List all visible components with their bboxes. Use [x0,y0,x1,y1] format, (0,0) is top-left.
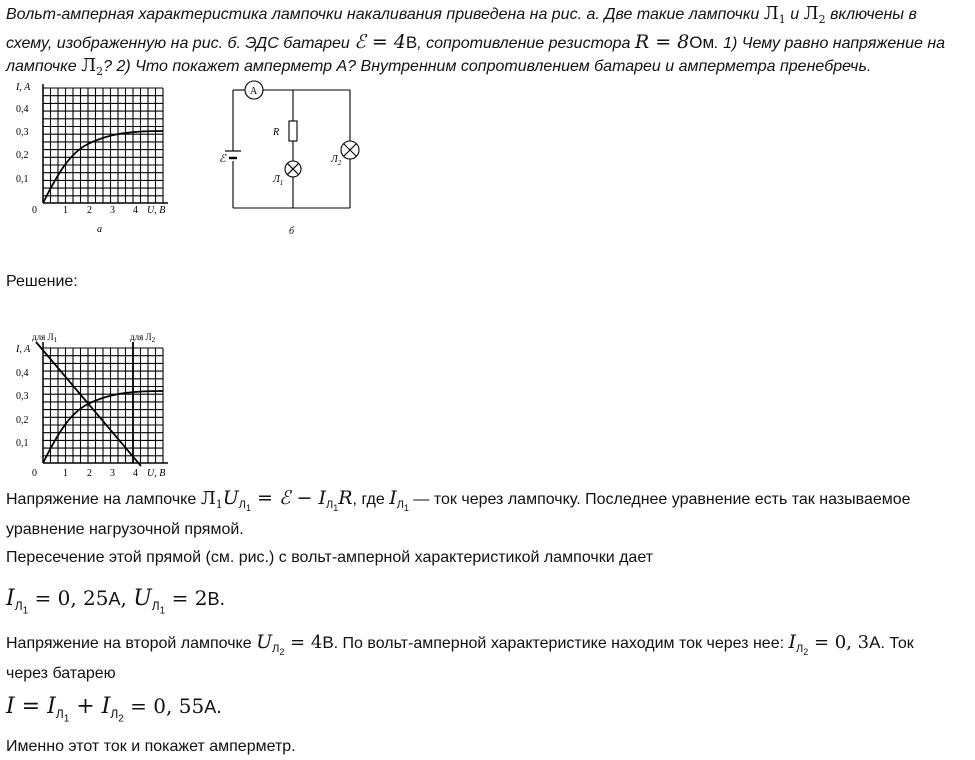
solution-label: Решение: [6,273,78,290]
fig-c-xlabel: U, B [147,468,166,479]
lamp2-label: $Л_2$ [331,154,342,167]
fig-a-ytick: 0,3 [16,127,29,138]
emf-value: ℰ = 4 [354,31,406,54]
figure-b-circuit [215,78,365,238]
problem-text-4: . 1) Чему равно напряжение на лампочке [6,35,946,76]
p3-val: = 4 [284,632,323,653]
eq1-i-sub: Л [14,599,23,613]
fig-a-xlabel: U, B [147,205,166,216]
eq2-i: I = I [6,694,56,719]
eq1-val1: = 0, 25 [28,586,109,610]
problem-text-1: Вольт-амперная характеристика лампочки накаливания приведена на рис. а. Две такие лампочки [6,6,764,23]
problem-text-3: , сопротивление резистора [417,35,635,53]
eq1-unit2: В [207,589,220,609]
solution-paragraph-1 [6,487,956,541]
p1-i-sub: Л [396,499,404,512]
resistance-unit: Ом [689,33,715,53]
lamp1-subscript: 1 [778,13,786,27]
lamp2-subscript-b: 2 [96,65,104,79]
solution-paragraph-4: Именно этот ток и покажет амперметр. [6,738,296,755]
fig-c-ytick: 0,1 [16,438,29,449]
lamp1-label: $Л_1$ [273,174,284,187]
lamp2-subscript: 2 [818,13,826,27]
p3-val2: = 0, 3 [808,632,870,653]
p3-unit2: А [869,633,881,652]
p1-eq-i-sub: Л [326,499,334,512]
eq1-u-sub: Л [151,599,160,613]
fig-a-caption: а [97,224,102,235]
p1-text-a: Напряжение на лампочке [6,491,201,508]
eq2-s1: Л [55,707,64,721]
p1-eq-u: U [222,487,239,509]
fig-a-ytick: 0,2 [16,150,29,161]
resistance-value: R = 8 [634,31,690,54]
p3-text-c: . Ток через батарею [6,635,914,683]
ammeter-label: A [250,86,258,97]
problem-text-and: и [785,6,804,23]
solution-paragraph-3 [6,631,956,685]
fig-b-caption: б [289,226,295,237]
fig-c-ytick: 0,2 [16,415,29,426]
fig-a-ytick: 0,4 [16,104,29,115]
resistor-label: R [273,127,280,138]
p1-i: I [389,487,397,509]
p3-i: I [788,631,796,653]
lamp2-symbol-b: Л [81,55,97,77]
fig-c-ytick: 0,3 [16,391,29,402]
eq1-unit1: А [108,589,121,609]
battery-label: ℰ [219,153,226,165]
p3-text-a: Напряжение на второй лампочке [6,635,257,652]
p3-u-subsub: 2 [279,647,285,658]
eq1-u-subsub: 1 [159,605,166,617]
fig-a-ylabel: I, A [16,82,31,93]
figure-c-graph [8,328,208,480]
p3-text-b: . По вольт-амперной характеристике находим ток через нее: [333,635,789,652]
eq1-comma: , [120,586,134,610]
p1-text-b: , где [352,491,390,508]
eq2-unit: А [204,697,217,717]
problem-text-2: включены в схему, изображенную на рис. б. ЭДС батареи [6,6,917,53]
lamp2-symbol: Л [803,3,819,24]
p1-eq-u-sub: Л [238,499,246,512]
eq1-i: I [6,586,15,611]
p1-lamp: Л [200,488,216,509]
eq2-end: . [216,696,222,718]
fig-a-xtick: 4 [133,205,138,216]
fig-a-xtick: 0 [32,205,37,216]
eq1-i-subsub: 1 [22,605,29,617]
fig-a-xtick: 1 [63,205,68,216]
eq2-s2: Л [110,707,119,721]
p1-lamp-sub: 1 [215,498,223,512]
figure-a-graph [8,78,208,238]
p3-i-sub: Л [796,643,804,656]
p1-eq-u-subsub: 1 [245,503,251,514]
eq1-u: U [133,586,152,611]
eq1-end: . [219,588,226,610]
fig-c-xtick: 1 [63,468,68,479]
lamp1-symbol: Л [763,3,779,24]
p1-i-subsub: 1 [403,503,409,514]
p1-eq-r: R [338,487,353,509]
p3-u: U [256,631,273,653]
eq2-val: = 0, 55 [123,694,205,718]
p1-eq-mid: = ℰ − I [250,487,326,509]
p1-text-c: — ток через лампочку. Последнее уравнение есть так называемое уравнение нагрузочной прямой. [6,491,911,539]
solution-paragraph-2: Пересечение этой прямой (см. рис.) с вольт-амперной характеристикой лампочки дает [6,549,654,566]
fig-a-xtick: 3 [110,205,115,216]
equation-1 [6,584,956,625]
fig-c-xtick: 0 [32,468,37,479]
fig-c-ylabel: I, A [16,344,31,355]
problem-text-5: ? 2) Что покажет амперметр А? Внутренним сопротивлением батареи и амперметра пренебречь. [103,58,872,76]
fig-c-xtick: 4 [133,468,138,479]
p3-i-subsub: 2 [803,647,809,658]
eq2-plus: + I [69,694,111,719]
problem-statement [6,3,956,83]
equation-2 [6,692,956,733]
fig-a-ytick: 0,1 [16,174,29,185]
p1-eq-i-subsub: 1 [333,503,339,514]
fig-a-xtick: 2 [87,205,92,216]
eq2-ss1: 1 [63,713,70,725]
p3-unit: В [322,633,334,652]
fig-c-xtick: 2 [87,468,92,479]
fig-c-label-l1: для $Л_1$ [32,332,58,344]
emf-unit: В [405,33,418,53]
fig-c-label-l2: для $Л_2$ [130,332,156,344]
fig-c-xtick: 3 [110,468,115,479]
eq1-val2: = 2 [165,586,208,610]
eq2-ss2: 2 [118,713,124,725]
fig-c-ytick: 0,4 [16,368,29,379]
p3-u-sub: Л [272,643,280,656]
